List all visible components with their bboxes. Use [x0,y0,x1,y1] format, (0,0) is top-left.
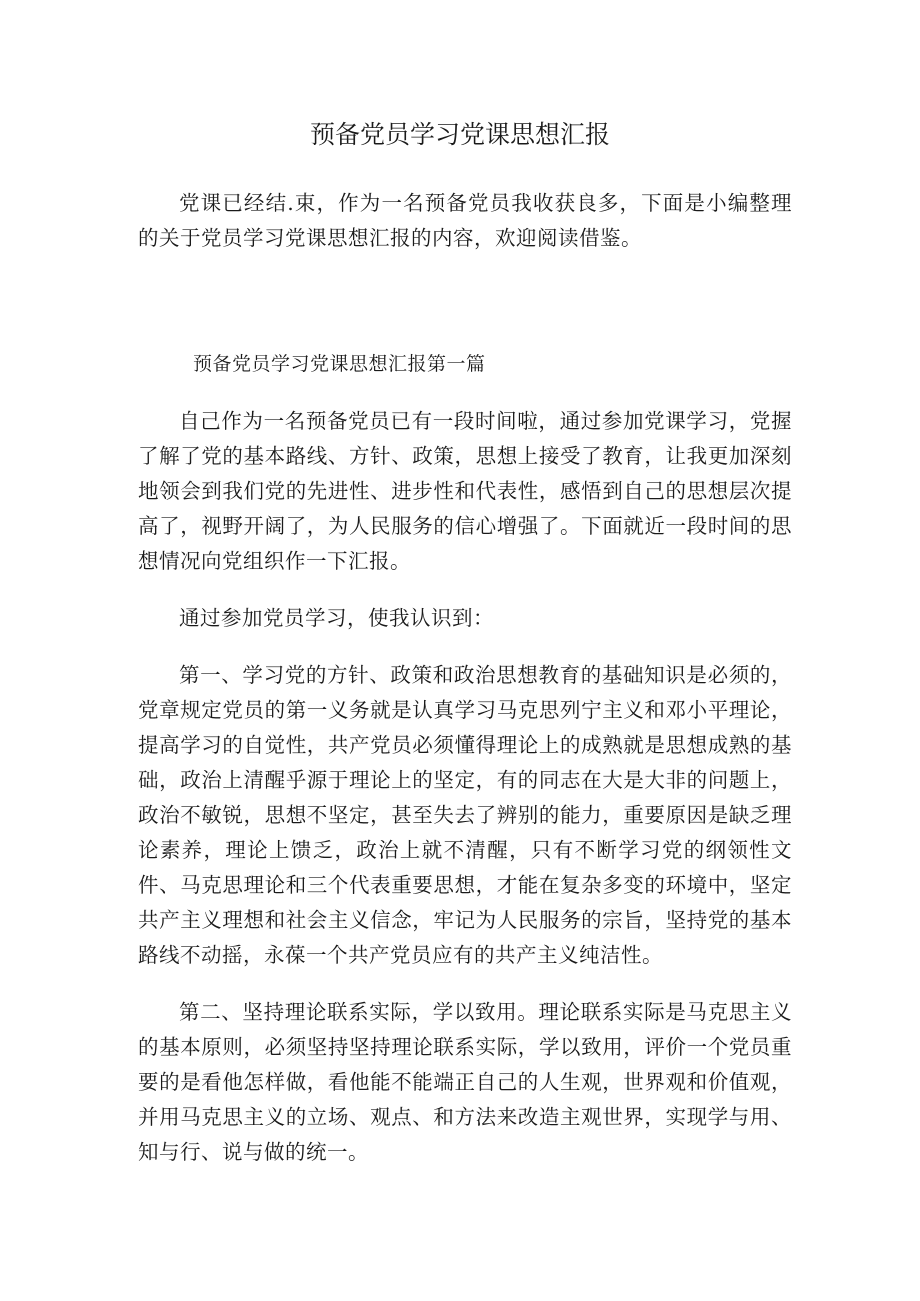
body-paragraph: 第一、学习党的方针、政策和政治思想教育的基础知识是必须的，党章规定党员的第一义务就是认真学习马克思列宁主义和邓小平理论，提高学习的自觉性，共产党员必须懂得理论上的成熟就是思想成熟的基础，政治上清醒乎源于理论上的坚定，有的同志在大是大非的问题上，政治不敏锐，思想不坚定，甚至失去了辨别的能力，重要原因是缺乏理论素养，理论上馈乏，政治上就不清醒，只有不断学习党的纲领性文件、马克思理论和三个代表重要思想，才能在复杂多变的环境中，坚定共产主义理想和社会主义信念，牢记为人民服务的宗旨，坚持党的基本路线不动摇，永葆一个共产党员应有的共产主义纯洁性。 [138,663,792,967]
document-title: 预备党员学习党课思想汇报 [309,120,610,149]
intro-paragraph: 党课已经结.束，作为一名预备党员我收获良多，下面是小编整理的关于党员学习党课思想汇报的内容，欢迎阅读借鉴。 [138,191,792,250]
section-heading: 预备党员学习党课思想汇报第一篇 [193,353,486,375]
body-paragraph: 第二、坚持理论联系实际，学以致用。理论联系实际是马克思主义的基本原则，必须坚持坚持理论联系实际，学以致用，评价一个党员重要的是看他怎样做，看他能不能端正自己的人生观，世界观和价值观，并用马克思主义的立场、观点、和方法来改造主观世界，实现学与用、知与行、说与做的统一。 [138,1000,792,1164]
document-body [138,186,792,1170]
body-paragraph: 通过参加党员学习，使我认识到： [179,606,494,630]
body-paragraph: 自己作为一名预备党员已有一段时间啦，通过参加党课学习，党握了解了党的基本路线、方针、政策，思想上接受了教育，让我更加深刻地领会到我们党的先进性、进步性和代表性，感悟到自己的思想层次提高了，视野开阔了，为人民服务的信心增强了。下面就近一段时间的思想情况向党组织作一下汇报。 [138,409,792,573]
